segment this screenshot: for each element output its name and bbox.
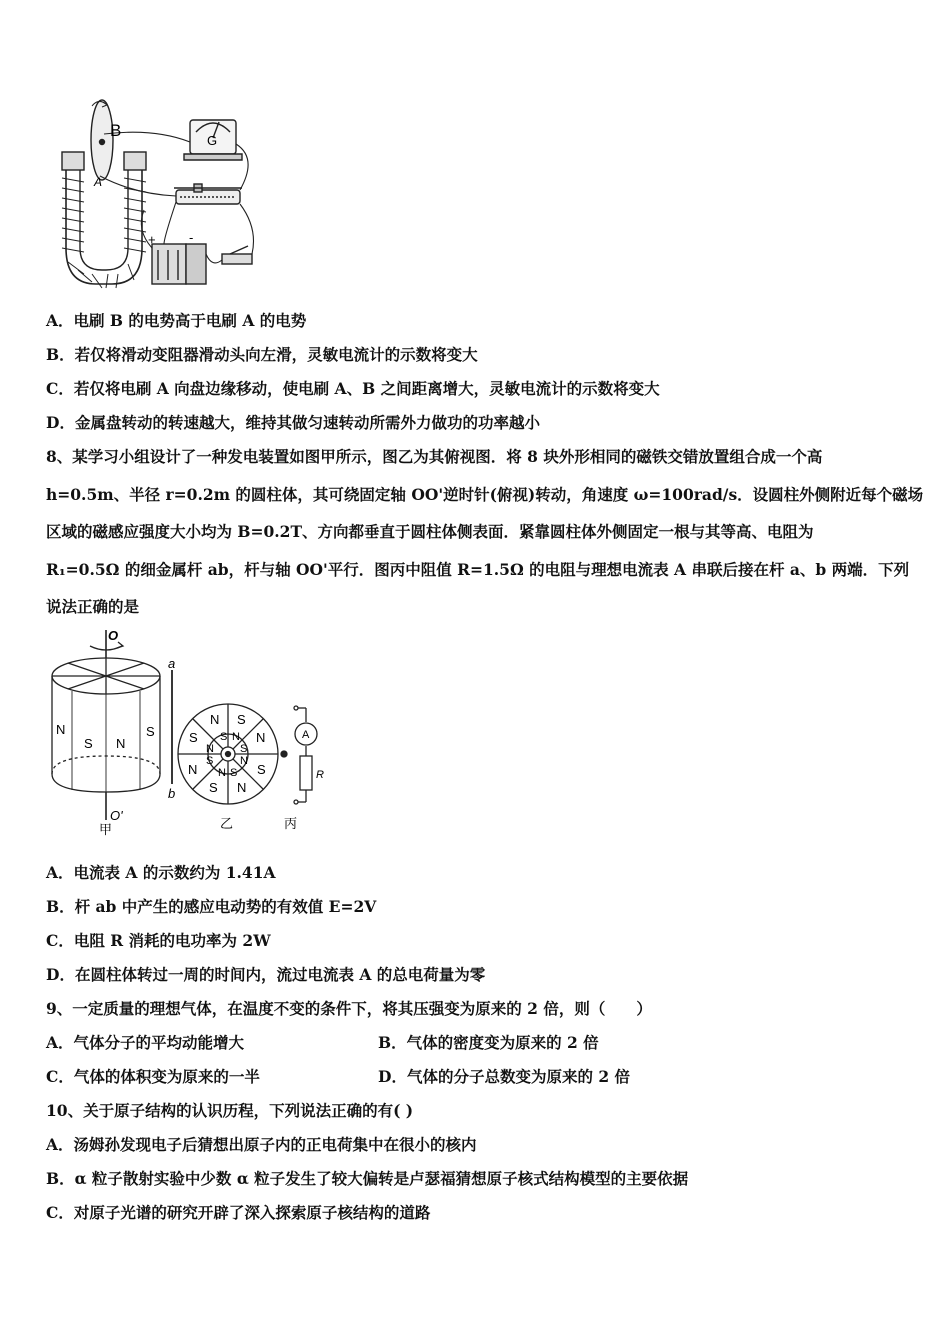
label-brush-a: A — [94, 175, 103, 189]
top-inner-s-1: S — [220, 731, 228, 743]
label-rod-b: b — [168, 786, 176, 801]
top-inner-n-1: N — [232, 731, 240, 743]
faraday-disc-figure — [44, 98, 266, 294]
q8-stem-line-3: 区域的磁感应强度大小均为 B=0.2T、方向都垂直于圆柱体侧表面．紧靠圆柱体外侧固定一根与其等高、电阻为 — [46, 522, 814, 541]
top-pole-s-2: S — [257, 762, 266, 777]
label-battery-plus: + — [148, 232, 156, 247]
top-pole-n-3: N — [237, 780, 247, 795]
top-pole-s-1: S — [237, 712, 246, 727]
q7-option-b: B．若仅将滑动变阻器滑动头向左滑，灵敏电流计的示数将变大 — [46, 345, 478, 364]
q7-option-c: C．若仅将电刷 A 向盘边缘移动，使电刷 A、B 之间距离增大，灵敏电流计的示数将变大 — [46, 379, 660, 398]
label-resistor: R — [316, 769, 324, 781]
top-pole-n-2: N — [256, 730, 266, 745]
q7-option-d: D．金属盘转动的转速越大，维持其做匀速转动所需外力做功的功率越小 — [46, 413, 540, 432]
q9-option-d: D．气体的分子总数变为原来的 2 倍 — [378, 1067, 631, 1086]
caption-yi: 乙 — [220, 816, 234, 831]
label-axis-o-prime: O' — [110, 808, 123, 823]
q9-option-c: C．气体的体积变为原来的一半 — [46, 1067, 260, 1086]
top-inner-s-4: S — [230, 767, 238, 779]
q8-option-d: D．在圆柱体转过一周的时间内，流过电流表 A 的总电荷量为零 — [46, 965, 486, 984]
q10-stem: 10、关于原子结构的认识历程，下列说法正确的有( ) — [46, 1101, 414, 1120]
cyl-pole-n-2: N — [116, 736, 126, 751]
q8-stem-line-5: 说法正确的是 — [46, 597, 140, 616]
q8-stem-line-2: h=0.5m、半径 r=0.2m 的圆柱体，其可绕固定轴 OO'逆时针(俯视)转动，角速度 ω=100rad/s．设圆柱外侧附近每个磁场 — [46, 485, 924, 504]
label-ammeter: A — [302, 729, 310, 741]
top-inner-s-2: S — [206, 755, 214, 767]
top-inner-n-3: N — [240, 755, 248, 767]
q9-option-b: B．气体的密度变为原来的 2 倍 — [378, 1033, 599, 1052]
q10-option-a: A．汤姆孙发现电子后猜想出原子内的正电荷集中在很小的核内 — [46, 1135, 477, 1154]
label-battery-minus: - — [189, 230, 194, 245]
q8-stem-line-4: R₁=0.5Ω 的细金属杆 ab，杆与轴 OO'平行．图丙中阻值 R=1.5Ω 的电阻与理想电流表 A 串联后接在杆 a、b 两端．下列 — [46, 560, 910, 579]
cyl-pole-s-1: S — [84, 736, 93, 751]
q9-stem: 9、一定质量的理想气体，在温度不变的条件下，将其压强变为原来的 2 倍，则（ ） — [46, 999, 652, 1018]
q10-option-c: C．对原子光谱的研究开辟了深入探索原子核结构的道路 — [46, 1203, 431, 1222]
q8-option-b: B．杆 ab 中产生的感应电动势的有效值 E=2V — [46, 897, 377, 916]
cyl-pole-s-2: S — [146, 724, 155, 739]
q7-option-a: A．电刷 B 的电势高于电刷 A 的电势 — [46, 311, 307, 330]
q8-stem-line-1: 8、某学习小组设计了一种发电装置如图甲所示，图乙为其俯视图．将 8 块外形相同的磁铁交错放置组合成一个高 — [46, 447, 823, 466]
top-pole-s-4: S — [189, 730, 198, 745]
top-pole-n-4: N — [188, 762, 198, 777]
q10-option-b: B．α 粒子散射实验中少数 α 粒子发生了较大偏转是卢瑟福猜想原子核式结构模型的主要依据 — [46, 1169, 689, 1188]
caption-jia: 甲 — [99, 822, 113, 837]
q9-option-a: A．气体分子的平均动能增大 — [46, 1033, 245, 1052]
top-inner-n-2: N — [206, 743, 214, 755]
top-inner-s-3: S — [240, 743, 248, 755]
top-pole-s-3: S — [209, 780, 218, 795]
caption-bing: 丙 — [284, 816, 298, 831]
top-pole-n-1: N — [210, 712, 220, 727]
cyl-pole-n-1: N — [56, 722, 66, 737]
label-brush-b: B — [110, 121, 122, 140]
q8-option-c: C．电阻 R 消耗的电功率为 2W — [46, 931, 271, 950]
label-axis-o: O — [108, 628, 119, 643]
label-rod-a: a — [168, 656, 176, 671]
cylinder-generator-figure — [44, 624, 344, 838]
q8-option-a: A．电流表 A 的示数约为 1.41A — [46, 863, 276, 882]
label-galvanometer: G — [207, 133, 218, 148]
top-inner-n-4: N — [218, 767, 226, 779]
